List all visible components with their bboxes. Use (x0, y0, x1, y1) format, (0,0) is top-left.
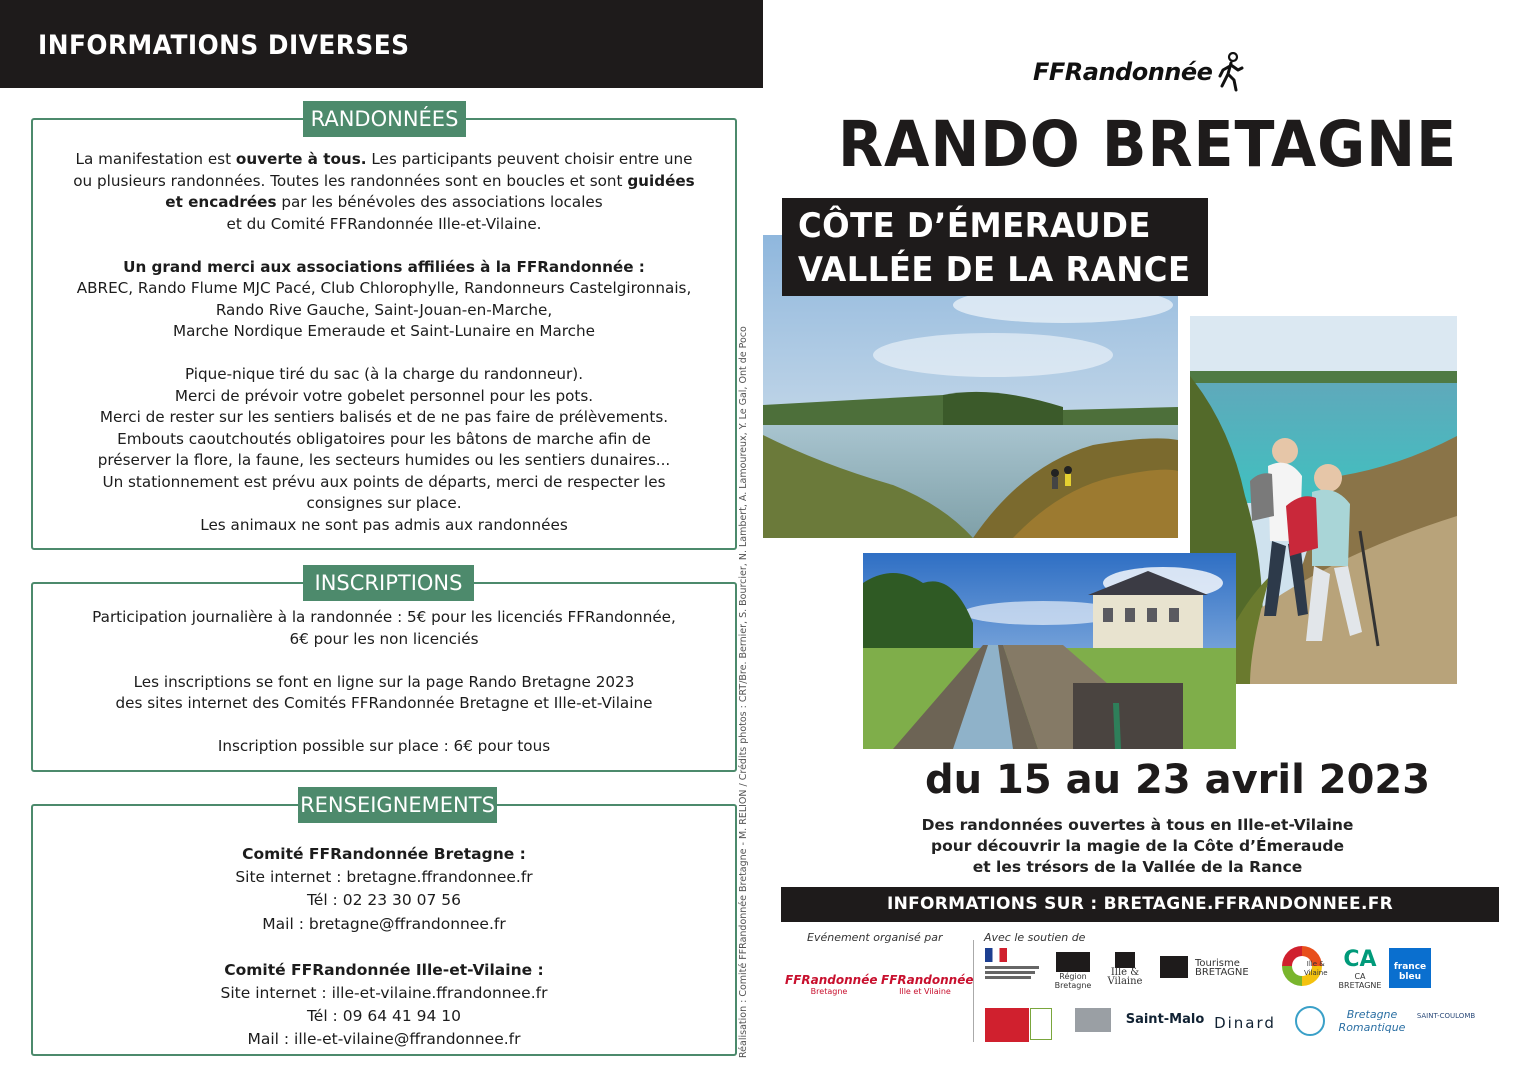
note-line: Embouts caoutchoutés obligatoires pour les bâtons de marche afin de (117, 429, 651, 448)
sponsor-logo-ille-vilaine-color: Ille & Vilaine (1278, 946, 1326, 990)
sponsor-logo-ille-vilaine: Ille & Vilaine (1095, 952, 1155, 986)
organiser-logo-bretagne: FFRandonnée Bretagne (785, 973, 878, 996)
sponsor-logo-saint-malo: Saint-Malo (1125, 1012, 1205, 1027)
sponsor-logo-bretagne-romantique: Bretagne Romantique (1338, 1008, 1406, 1034)
committee-name: Comité FFRandonnée Bretagne : (242, 845, 526, 863)
online-line: Les inscriptions se font en ligne sur la page Rando Bretagne 2023 (133, 672, 635, 691)
thanks-line: Rando Rive Gauche, Saint-Jouan-en-Marche, (215, 300, 553, 319)
intro-line: et encadrées par les bénévoles des associations locales (165, 193, 603, 211)
price-line: Participation journalière à la randonnée : 5€ pour les licenciés FFRandonnée, (92, 608, 676, 626)
ffrandonnee-logo (1033, 52, 1246, 92)
sponsor-logo-france-bleu: france bleu (1389, 948, 1431, 988)
thanks-line: Marche Nordique Emeraude et Saint-Lunaire en Marche (173, 322, 595, 340)
sponsor-logo-box (1160, 956, 1188, 978)
photo-credits: Réalisation : Comité FFRandonnée Bretagne - M. RELION / Crédits photos : CRT/Bre. Bernier, S. Bourcier, N. Lambert, A. Lamoureux, Y. Le Gal, Ont de Poco (738, 326, 749, 1058)
randonnees-text (42, 149, 726, 536)
note-line: préserver la flore, la faune, les secteurs humides ou les sentiers dunaires... (97, 451, 671, 469)
left-header-title: INFORMATIONS DIVERSES (38, 30, 410, 61)
thanks-title: Un grand merci aux associations affiliées à la FFRandonnée : (123, 257, 645, 276)
sponsor-logo-tourisme: Tourisme BRETAGNE (1195, 958, 1249, 978)
randonnees-tag: RANDONNÉES (303, 101, 466, 137)
lock-photo (863, 553, 1236, 749)
prefet-logo (985, 948, 1045, 979)
committee-mail: Mail : bretagne@ffrandonnee.fr (262, 914, 506, 933)
note-line: Pique-nique tiré du sac (à la charge du randonneur). (184, 365, 584, 383)
renseignements-text (42, 843, 726, 1052)
note-line: Les animaux ne sont pas admis aux randonnées (200, 515, 568, 534)
committee-site: Site internet : bretagne.ffrandonnee.fr (235, 868, 533, 887)
committee-name: Comité FFRandonnée Ille-et-Vilaine : (224, 960, 544, 979)
tagline-line: Des randonnées ouvertes à tous en Ille-et-Vilaine (921, 816, 1354, 834)
info-bar: INFORMATIONS SUR : BRETAGNE.FFRANDONNEE.FR (781, 887, 1499, 922)
tagline-line: pour découvrir la magie de la Côte d’Émeraude (931, 837, 1344, 855)
renseignements-tag: RENSEIGNEMENTS (298, 787, 497, 823)
sponsor-logo-p (1030, 1008, 1052, 1040)
online-line: des sites internet des Comités FFRandonnée Bretagne et Ille-et-Vilaine (115, 694, 653, 712)
note-line: Merci de prévoir votre gobelet personnel pour les pots. (174, 386, 594, 405)
sponsor-logo-agenda (985, 1008, 1029, 1042)
inscriptions-tag: INSCRIPTIONS (303, 565, 474, 601)
support-label: Avec le soutien de (984, 931, 1086, 944)
event-dates: du 15 au 23 avril 2023 (925, 757, 1431, 803)
sponsor-logo-saint-coulomb: SAINT-COULOMB (1416, 1012, 1476, 1020)
organiser-logo-ille: FFRandonnée Ille et Vilaine (881, 973, 974, 996)
tagline (900, 815, 1375, 878)
main-title: RANDO BRETAGNE (838, 108, 1458, 181)
subtitle-banner (782, 198, 1208, 296)
thanks-line: ABREC, Rando Flume MJC Pacé, Club Chlorophylle, Randonneurs Castelgironnais, (76, 279, 692, 297)
note-line: consignes sur place. (306, 494, 462, 512)
sponsor-logo-dinard: Dinard (1214, 1014, 1276, 1032)
note-line: Merci de rester sur les sentiers balisés et de ne pas faire de prélèvements. (99, 408, 669, 426)
sponsor-logo-saint-malo-agglo (1075, 1008, 1111, 1032)
committee-mail: Mail : ille-et-vilaine@ffrandonnee.fr (247, 1030, 521, 1049)
sponsor-logo-cote-emeraude (1295, 1006, 1325, 1036)
intro-line: et du Comité FFRandonnée Ille-et-Vilaine. (226, 214, 542, 233)
sponsor-divider (973, 940, 974, 1042)
note-line: Un stationnement est prévu aux points de départs, merci de respecter les (102, 472, 666, 491)
intro-line: La manifestation est ouverte à tous. Les participants peuvent choisir entre une (75, 150, 693, 168)
onsite-line: Inscription possible sur place : 6€ pour tous (217, 737, 551, 755)
committee-tel: Tél : 02 23 30 07 56 (306, 891, 462, 910)
committee-site: Site internet : ille-et-vilaine.ffrandonnee.fr (220, 984, 548, 1003)
subtitle-line: VALLÉE DE LA RANCE (798, 250, 1191, 290)
hiker-icon (1216, 52, 1246, 92)
price-line: 6€ pour les non licenciés (289, 629, 479, 648)
tagline-line: et les trésors de la Vallée de la Rance (972, 858, 1303, 876)
brand-text: FFRandonnée (1033, 58, 1213, 86)
inscriptions-text (42, 607, 726, 758)
sponsor-logo-credit-agricole: CA CA BRETAGNE (1338, 947, 1382, 990)
committee-tel: Tél : 09 64 41 94 10 (306, 1007, 462, 1026)
subtitle-line: CÔTE D’ÉMERAUDE (798, 206, 1151, 246)
sponsor-logo-region: Région Bretagne (1054, 952, 1092, 990)
left-header-bar (0, 0, 763, 88)
intro-line: ou plusieurs randonnées. Toutes les randonnées sont en boucles et sont guidées (73, 171, 695, 190)
organised-label: Evénement organisé par (807, 931, 943, 944)
